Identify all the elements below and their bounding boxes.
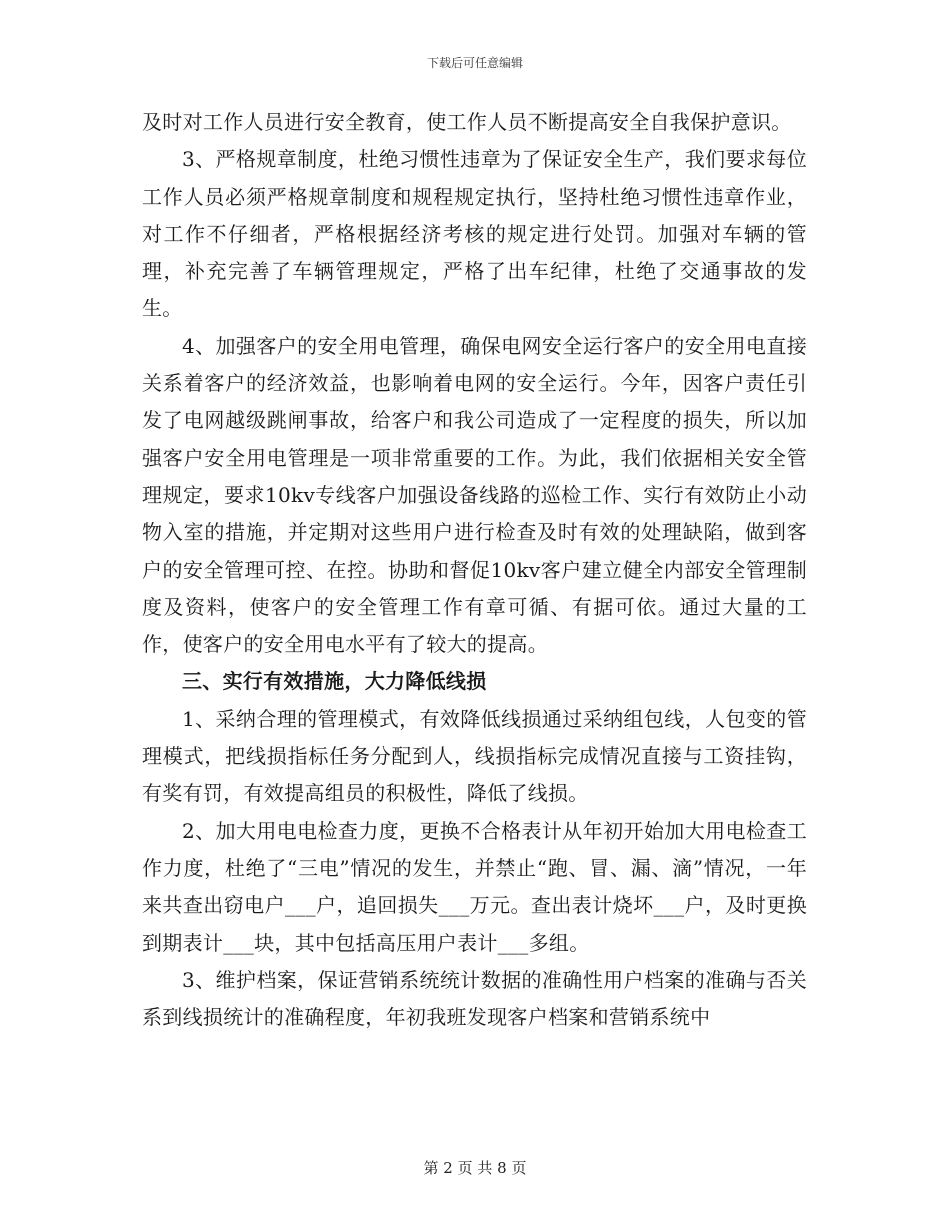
- page-header: 下载后可任意编辑: [426, 56, 523, 70]
- paragraph-continuation: 及时对工作人员进行安全教育，使工作人员不断提高安全自我保护意识。: [142, 110, 792, 134]
- paragraph-archives: 3、维护档案，保证营销系统统计数据的准确性用户档案的准确与否关系到线损统计的准确程度，年初我班发现客户档案和营销系统中: [142, 967, 807, 1030]
- paragraph-rules-regulations: 3、严格规章制度，杜绝习惯性违章为了保证安全生产，我们要求每位工作人员必须严格规章制度和规程规定执行，坚持杜绝习惯性违章作业，对工作不仔细者，严格根据经济考核的规定进行处罚。加强对车辆的管理，补充完善了车辆管理规定，严格了出车纪律，杜绝了交通事故的发生。: [142, 147, 807, 321]
- document-body: [142, 104, 807, 1036]
- page-footer: 第 2 页 共 8 页: [423, 1159, 527, 1177]
- section-heading-line-loss: 三、实行有效措施，大力降低线损: [182, 669, 487, 694]
- paragraph-customer-safety: 4、加强客户的安全用电管理，确保电网安全运行客户的安全用电直接关系着客户的经济效益，也影响着电网的安全运行。今年，因客户责任引发了电网越级跳闸事故，给客户和我公司造成了一定程度的损失，所以加强客户安全用电管理是一项非常重要的工作。为此，我们依据相关安全管理规定，要求10kv专线客户加强设备线路的巡检工作、实行有效防止小动物入室的措施，并定期对这些用户进行检查及时有效的处理缺陷，做到客户的安全管理可控、在控。协助和督促10kv客户建立健全内部安全管理制度及资料，使客户的安全管理工作有章可循、有据可依。通过大量的工作，使客户的安全用电水平有了较大的提高。: [142, 333, 807, 657]
- paragraph-inspection: 2、加大用电电检查力度，更换不合格表计从年初开始加大用电检查工作力度，杜绝了“三电”情况的发生，并禁止“跑、冒、漏、滴”情况，一年来共查出窃电户___户，追回损失___万元。查出表计烧坏___户，及时更换到期表计___块，其中包括高压用户表计___多组。: [142, 818, 807, 955]
- paragraph-management-model: 1、采纳合理的管理模式，有效降低线损通过采纳组包线，人包变的管理模式，把线损指标任务分配到人，线损指标完成情况直接与工资挂钩，有奖有罚，有效提高组员的积极性，降低了线损。: [142, 706, 807, 806]
